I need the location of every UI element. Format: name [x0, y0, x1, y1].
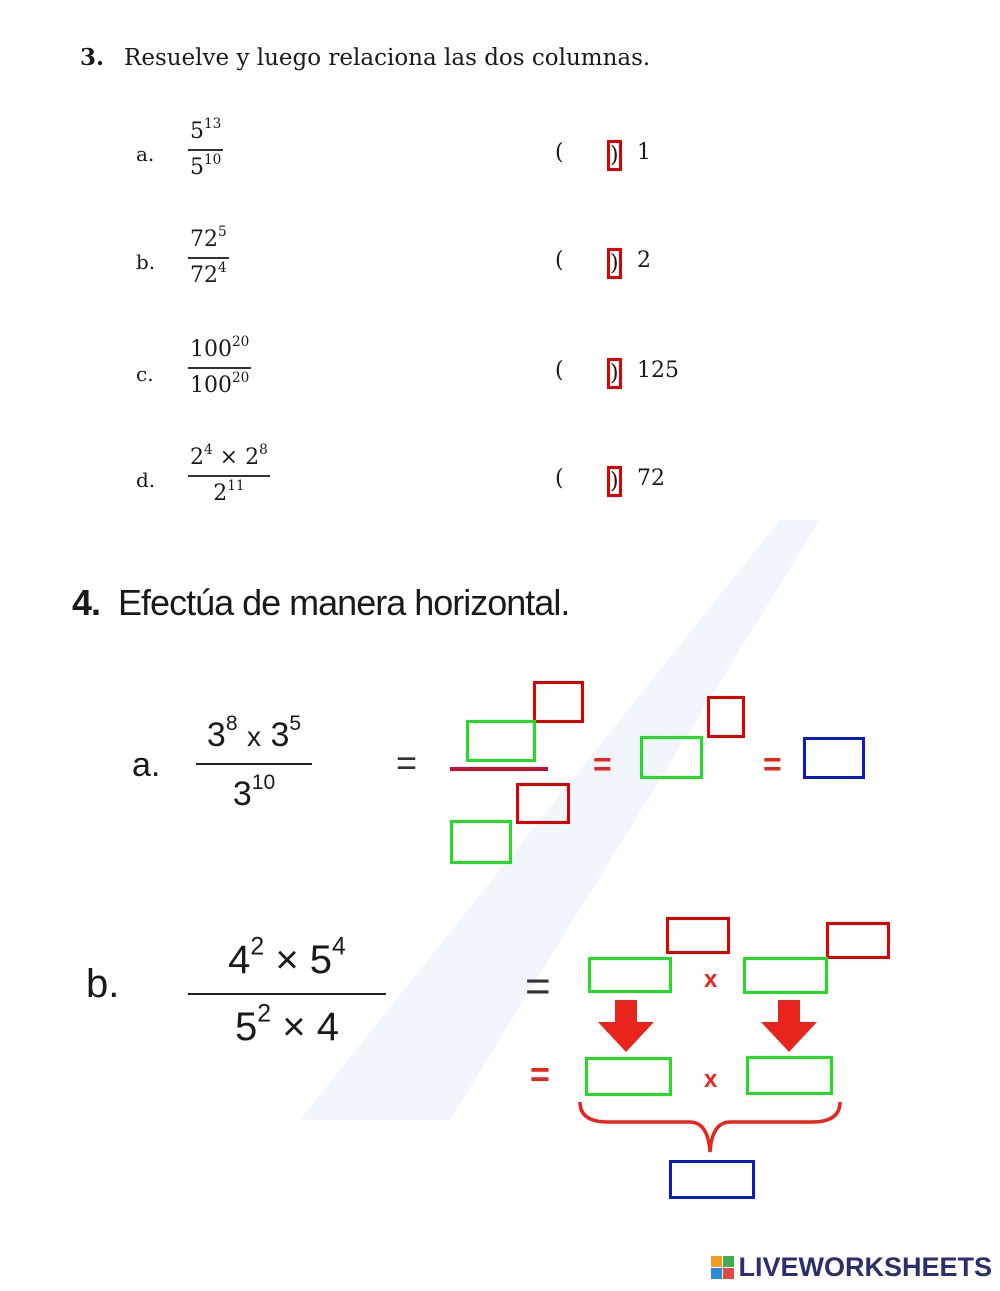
item-b-answer-slot[interactable] [555, 248, 635, 276]
section-4-title [72, 582, 569, 624]
part-a-result-exponent-box[interactable] [707, 696, 745, 738]
open-paren: ( [555, 140, 564, 165]
item-c-fraction [188, 333, 251, 400]
close-paren: ) [607, 358, 622, 389]
part-b-times-bottom: x [704, 1066, 718, 1093]
item-b-letter: b. [136, 250, 156, 274]
liveworksheets-logo [711, 1252, 992, 1283]
part-b-base-box-2[interactable] [743, 957, 828, 994]
part-b-value-box-1[interactable] [585, 1057, 672, 1096]
close-paren: ) [607, 466, 622, 497]
option-2: 2 [637, 248, 651, 273]
logo-badge-icon [711, 1256, 734, 1279]
den-base: 5 [190, 155, 204, 180]
part-b-exponent-box-2[interactable] [826, 922, 890, 959]
num-base-1: 3 [206, 716, 226, 754]
option-72: 72 [637, 466, 665, 491]
num-base: 2 [190, 445, 204, 470]
down-arrow-icon [598, 1000, 654, 1052]
logo-text: LIVEWORKSHEETS [738, 1252, 992, 1282]
den-exponent: 11 [227, 477, 245, 494]
part-a-equals: = [396, 742, 418, 783]
den-exponent: 20 [232, 369, 250, 386]
num-exponent: 4 [204, 441, 213, 458]
part-a-red-equals-1: = [593, 746, 612, 782]
den-exponent: 10 [204, 151, 222, 168]
section-4-number: 4. [72, 582, 101, 623]
part-b-times-top: x [704, 966, 718, 993]
times-sign: × [219, 445, 239, 470]
curly-brace-icon [578, 1100, 842, 1156]
part-b-exponent-box-1[interactable] [666, 917, 730, 954]
section-4-instruction: Efectúa de manera horizontal. [118, 582, 570, 623]
open-paren: ( [555, 358, 564, 383]
option-1: 1 [637, 140, 651, 165]
part-a-final-answer-box[interactable] [803, 737, 865, 779]
den-exponent: 4 [218, 259, 227, 276]
part-a-fraction-bar [450, 767, 548, 771]
den-exponent-1: 2 [257, 1000, 272, 1028]
part-a-num-exponent-box[interactable] [533, 681, 584, 723]
close-paren: ) [607, 140, 622, 171]
item-c-letter: c. [136, 362, 154, 386]
part-a-num-base-box[interactable] [466, 720, 536, 762]
den-base-1: 5 [235, 1005, 258, 1049]
part-b-red-equals: = [530, 1056, 550, 1094]
item-a-letter: a. [136, 142, 155, 166]
den-base: 3 [232, 775, 252, 813]
item-b-fraction [188, 223, 229, 290]
den-exponent: 10 [251, 771, 276, 795]
num-exponent: 13 [204, 115, 222, 132]
part-a-red-equals-2: = [763, 746, 782, 782]
den-base-2: 4 [316, 1005, 339, 1049]
open-paren: ( [555, 248, 564, 273]
part-a-result-base-box[interactable] [640, 736, 703, 779]
part-b-value-box-2[interactable] [746, 1056, 833, 1095]
num-base: 5 [190, 119, 204, 144]
num-exponent-1: 8 [225, 712, 238, 736]
part-b-base-box-1[interactable] [588, 957, 672, 993]
num-exponent-1: 2 [250, 933, 265, 961]
item-d-fraction [188, 441, 270, 508]
num-base-2: 2 [245, 445, 260, 470]
close-paren: ) [607, 248, 622, 279]
item-d-answer-slot[interactable] [555, 466, 635, 494]
den-base: 100 [190, 373, 232, 398]
part-b-equals: = [525, 962, 551, 1011]
part-a-den-base-box[interactable] [450, 820, 512, 864]
part-b-letter: b. [86, 962, 120, 1006]
num-base-1: 4 [228, 938, 251, 982]
open-paren: ( [555, 466, 564, 491]
part-a-letter: a. [132, 746, 161, 784]
num-exponent: 20 [232, 333, 250, 350]
den-base: 2 [213, 481, 228, 506]
item-a-answer-slot[interactable] [555, 140, 635, 168]
option-125: 125 [637, 358, 679, 383]
num-exponent-2: 4 [332, 933, 346, 961]
down-arrow-icon [761, 1000, 817, 1052]
item-c-answer-slot[interactable] [555, 358, 635, 386]
part-b-fraction [188, 933, 386, 1050]
item-a-fraction [188, 115, 223, 182]
num-exponent-2: 8 [259, 441, 268, 458]
times-sign: x [247, 721, 261, 752]
item-d-letter: d. [136, 468, 156, 492]
num-base-2: 3 [270, 716, 290, 754]
den-base: 72 [190, 263, 218, 288]
num-exponent: 5 [218, 223, 227, 240]
section-3-instruction: Resuelve y luego relaciona las dos columnas. [124, 45, 651, 71]
part-a-fraction [196, 712, 312, 814]
num-base: 72 [190, 227, 218, 252]
section-3-number: 3. [80, 44, 105, 71]
times-sign: × [275, 938, 299, 982]
times-sign-2: × [282, 1005, 306, 1049]
part-a-den-exponent-box[interactable] [516, 783, 570, 824]
num-exponent-2: 5 [289, 712, 302, 736]
part-b-final-answer-box[interactable] [669, 1160, 755, 1199]
num-base-2: 5 [309, 938, 333, 982]
num-base: 100 [190, 337, 232, 362]
section-3-title [80, 44, 650, 71]
